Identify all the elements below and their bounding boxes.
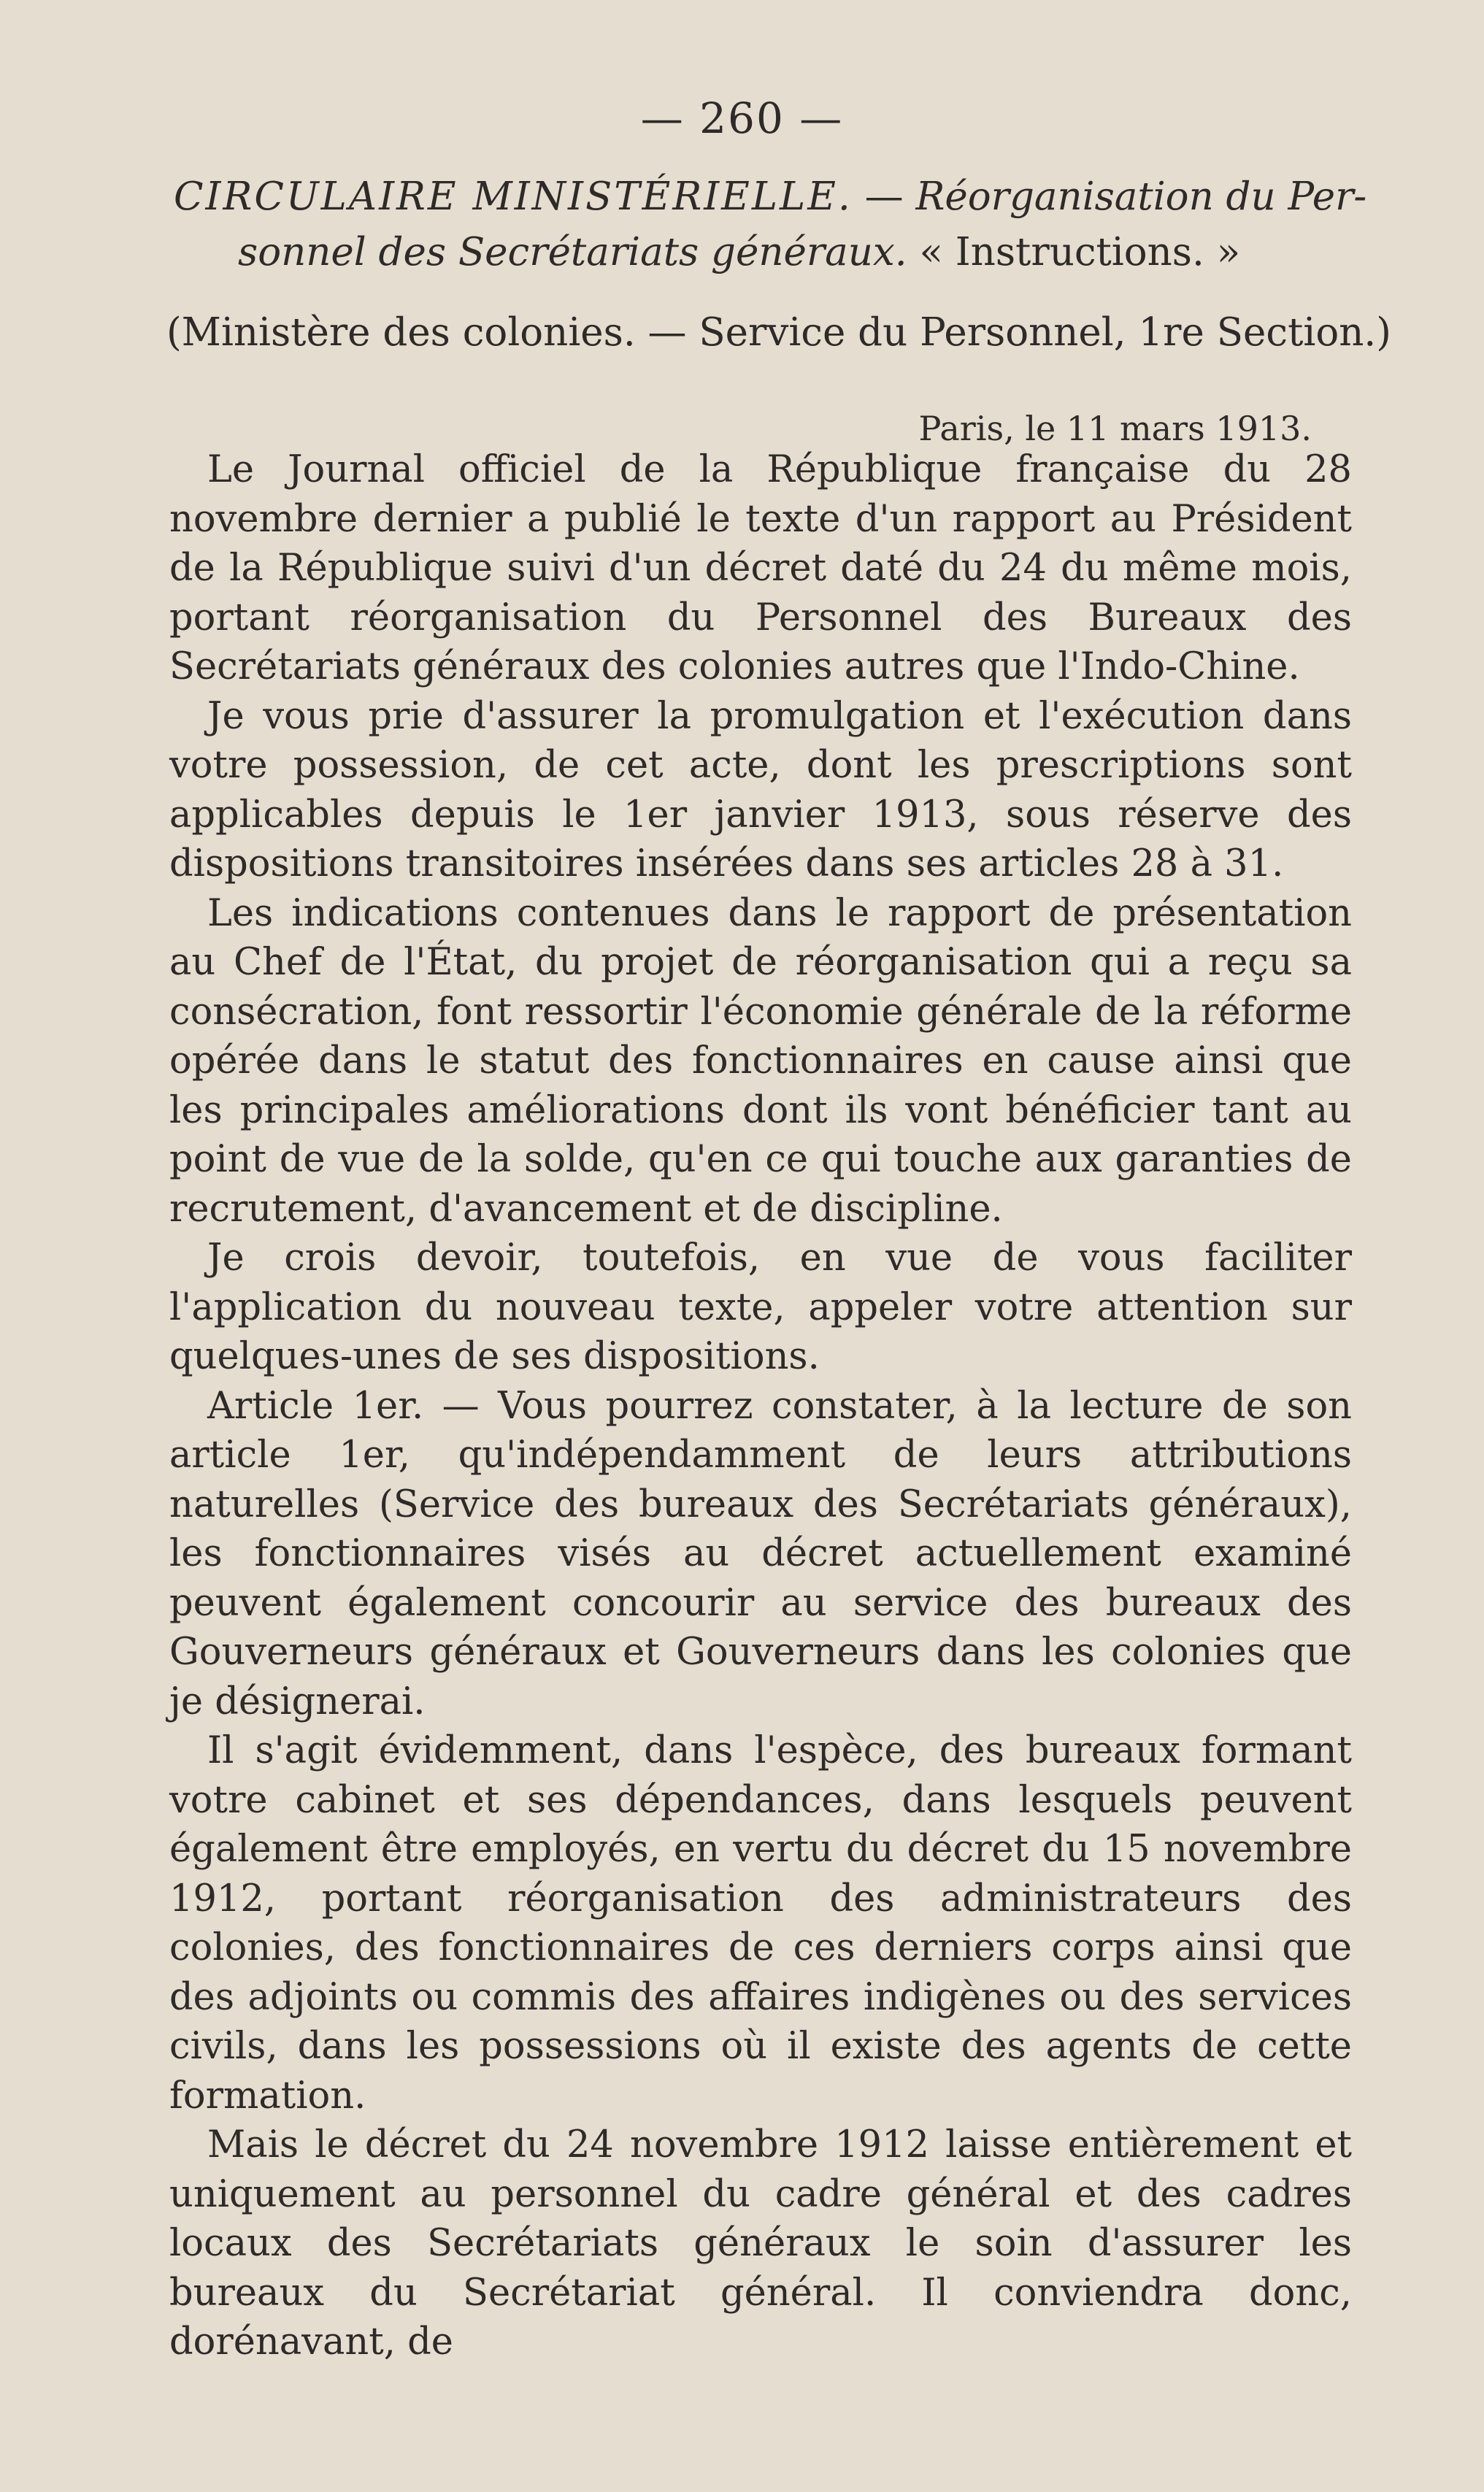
ministry-line: (Ministère des colonies. — Service du Personnel, 1re Section.) — [166, 310, 1391, 355]
circular-subject-part1: Réorganisation du Per- — [915, 174, 1367, 219]
paragraph-journal-officiel: Le Journal officiel de la République française du 28 novembre dernier a publié le texte d'un rapport au Président de la République suivi d'un décret daté du 24 du même mois, portant réorganisation du Personnel des Bureaux des Secrétariats généraux des colonies autres que l'Indo-Chine. — [169, 448, 1352, 688]
circular-subject-part2: sonnel des Secrétariats généraux. — [238, 230, 907, 274]
circular-heading: CIRCULAIRE MINISTÉRIELLE. — [174, 174, 853, 219]
title-dash: — — [852, 174, 916, 219]
paragraph-article-1: Article 1er. — Vous pourrez constater, à la lecture de son article 1er, qu'indépendamment de leurs attributions naturelles (Service des bureaux des Secrétariats généraux), les fonctionnaires visés au décret actuellement examiné peuvent également concourir au service des bureaux des Gouverneurs généraux et Gouverneurs dans les colonies que je désignerai. — [169, 1384, 1352, 1723]
title-line-2 — [174, 225, 1327, 280]
paragraph-secretariat: Mais le décret du 24 novembre 1912 laisse entièrement et uniquement au personnel du cadre général et des cadres locaux des Secrétariats généraux le soin d'assurer les bureaux du Secrétariat général. Il conviendra donc, dorénavant, de — [169, 2123, 1352, 2364]
dateline: Paris, le 11 mars 1913. — [918, 409, 1312, 448]
title-line-1 — [174, 169, 1367, 225]
body-text — [169, 445, 1352, 2367]
paragraph-attention: Je crois devoir, toutefois, en vue de vous faciliter l'application du nouveau texte, appeler votre attention sur quelques-unes de ses dispositions. — [169, 1237, 1352, 1378]
paragraph-promulgation: Je vous prie d'assurer la promulgation et l'exécution dans votre possession, de cet acte, dont les prescriptions sont applicables depuis le 1er janvier 1913, sous réserve des dispositions transitoires insérées dans ses articles 28 à 31. — [169, 694, 1352, 885]
paragraph-cabinet: Il s'agit évidemment, dans l'espèce, des bureaux formant votre cabinet et ses dépendances, dans lesquels peuvent également être employés, en vertu du décret du 15 novembre 1912, portant réorganisation des administrateurs des colonies, des fonctionnaires de ces derniers corps ainsi que des adjoints ou commis des affaires indigènes ou des services civils, dans les possessions où il existe des agents de cette formation. — [169, 1729, 1352, 2118]
circular-instructions: « Instructions. » — [907, 230, 1241, 274]
page-number: — 260 — — [640, 93, 844, 143]
circular-title — [174, 169, 1367, 280]
paragraph-indications: Les indications contenues dans le rapport de présentation au Chef de l'État, du projet de réorganisation qui a reçu sa consécration, font ressortir l'économie générale de la réforme opérée dans le statut des fonctionnaires en cause ainsi que les principales améliorations dont ils vont bénéficier tant au point de vue de la solde, qu'en ce qui touche aux garanties de recrutement, d'avancement et de discipline. — [169, 891, 1352, 1231]
